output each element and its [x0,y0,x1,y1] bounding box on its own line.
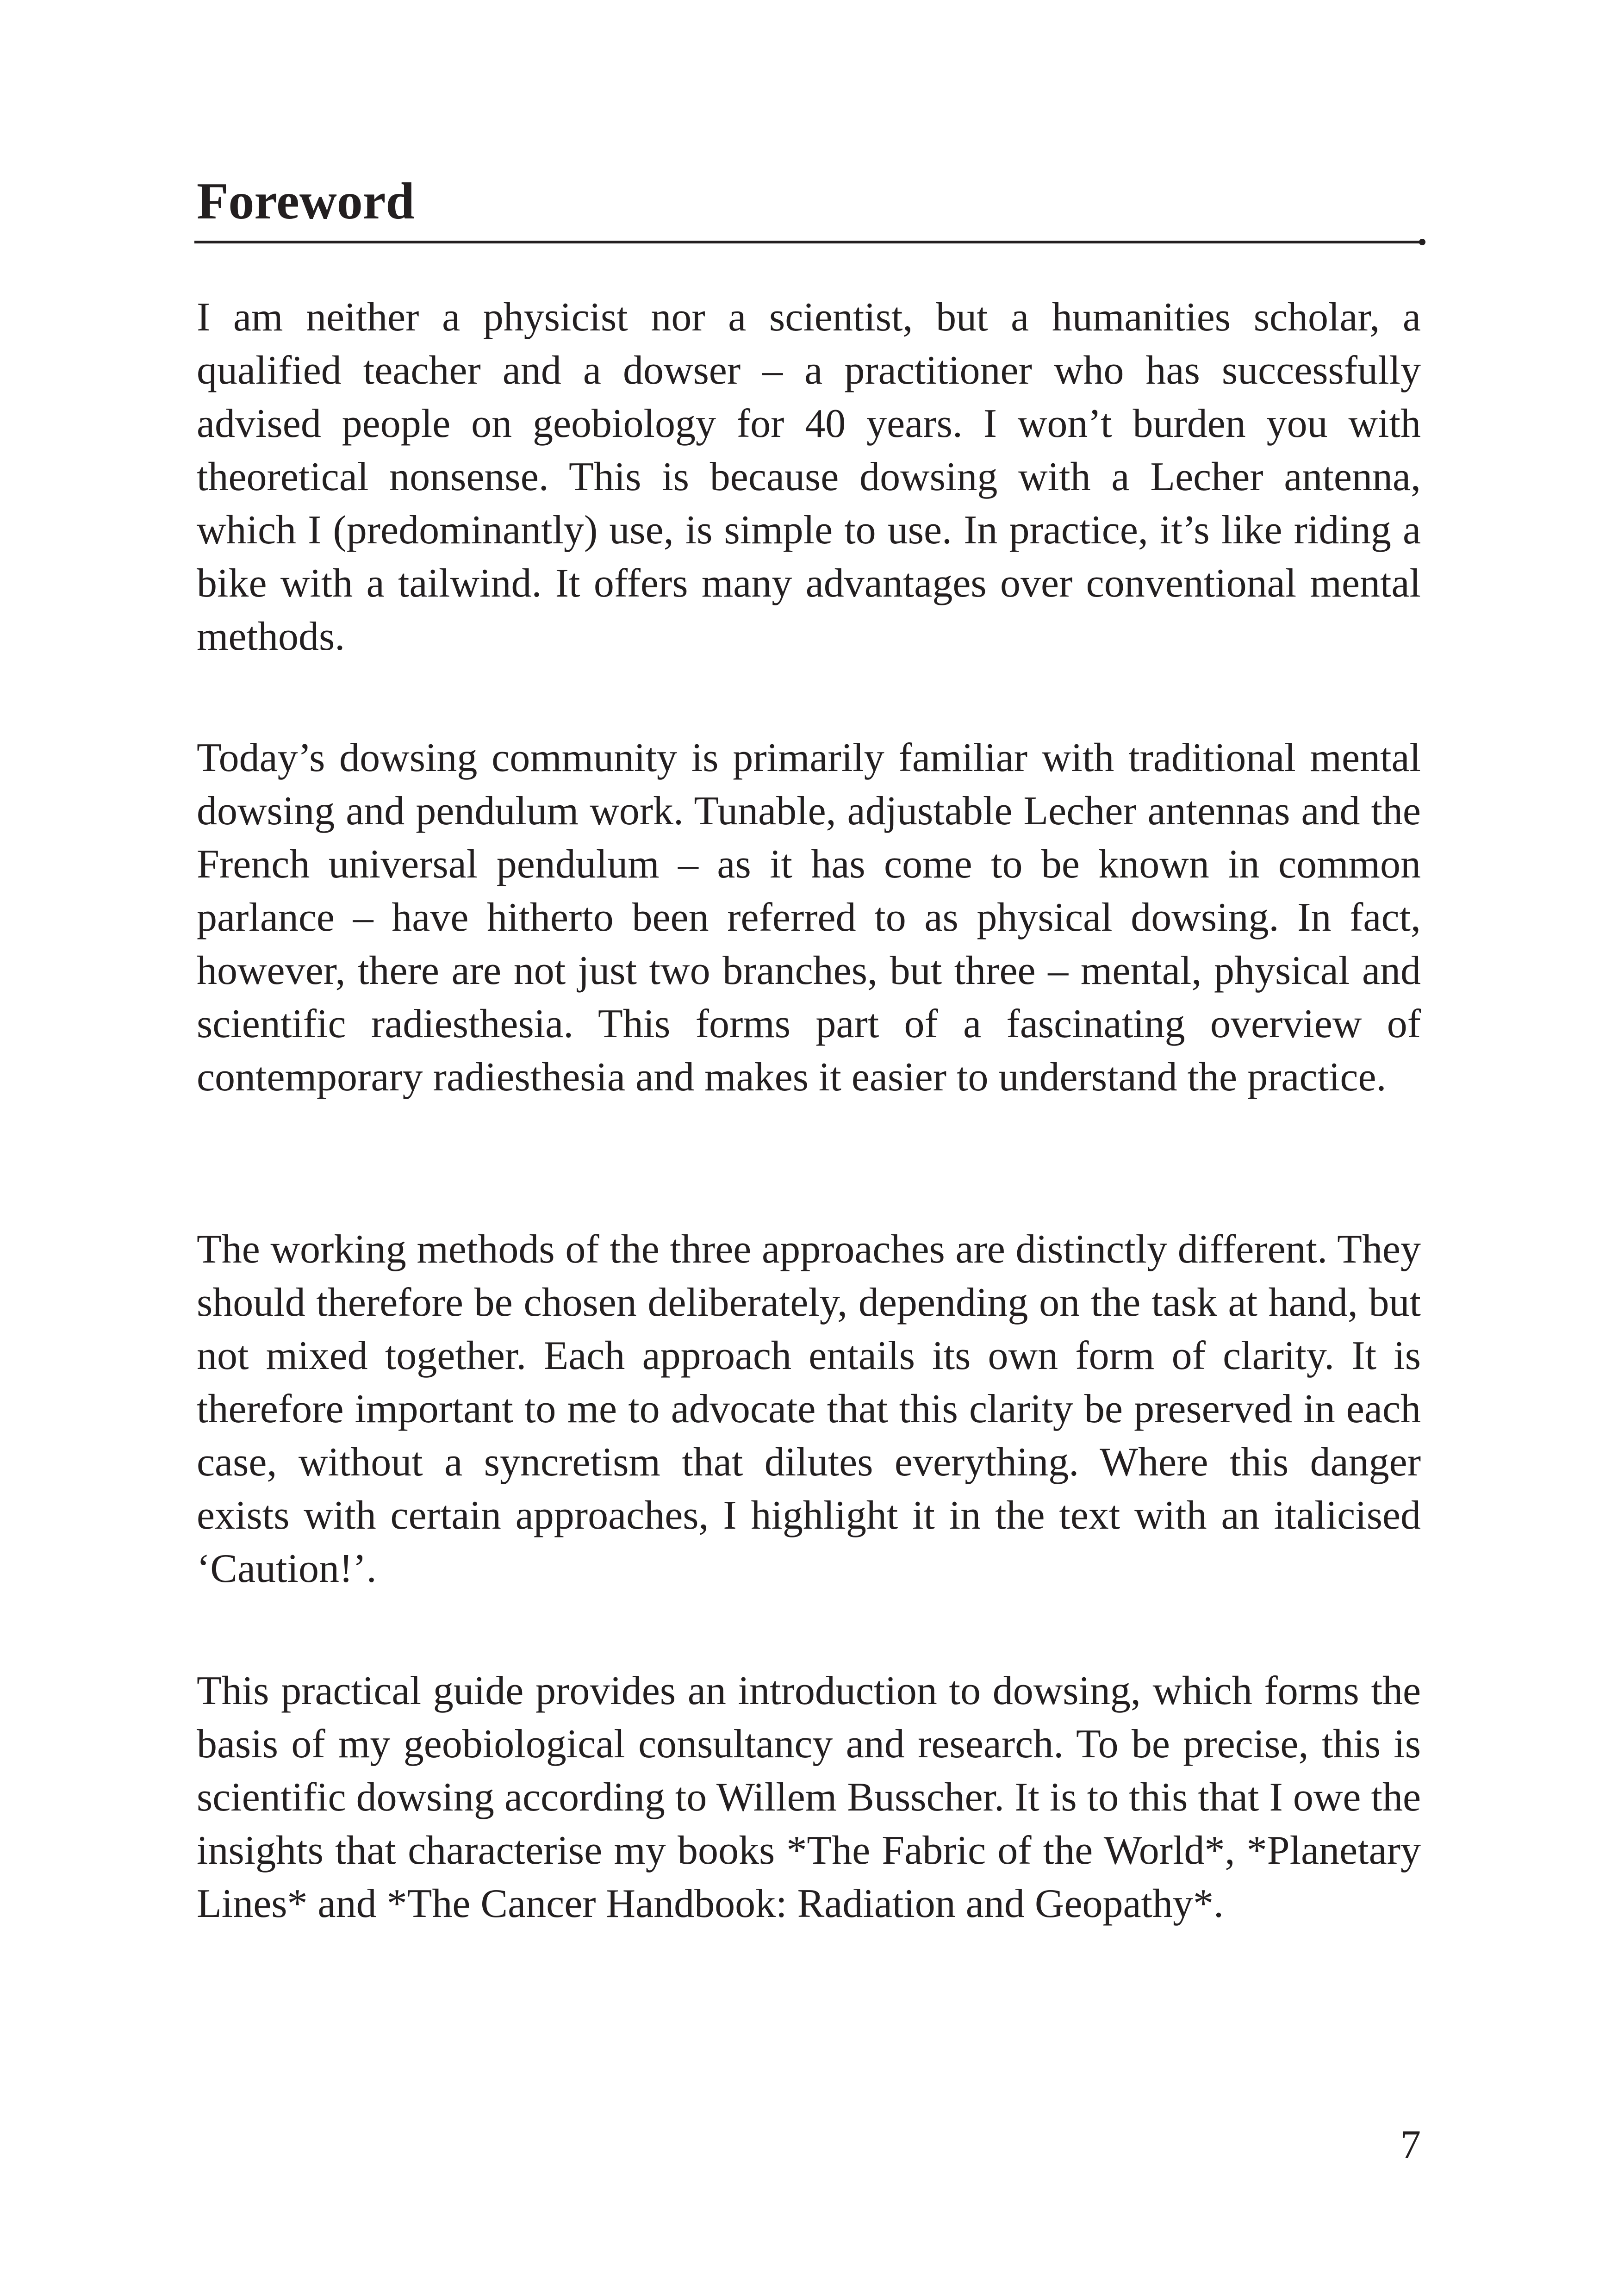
paragraph-4: This practical guide provides an introduction to dowsing, which forms the basis of my geobiological consultancy and research. To be precise, this is scientific dowsing according to Willem Busscher. It is to this that I owe the insights that characterise my books *The Fabric of the World*, *Planetary Lines* and *The Cancer Handbook: Radiation and Geopathy*. [197,1668,1421,1926]
paragraph-3: The working methods of the three approaches are distinctly different. They should therefore be chosen deliberately, depending on the task at hand, but not mixed together. Each approach entails its own form of clarity. It is therefore important to me to advocate that this clarity be preserved in each case, without a syncretism that dilutes everything. Where this danger exists with certain approaches, I highlight it in the text with an italicised ‘Caution!’. [197,1227,1421,1591]
paragraph-1: I am neither a physicist nor a scientist, but a humanities scholar, a qualified teacher and a dowser – a practitioner who has successfully advised people on geobiology for 40 years. I won’t burden you with theoretical nonsense. This is because dowsing with a Lecher antenna, which I (predominantly) use, is simple to use. In practice, it’s like riding a bike with a tailwind. It offers many advantages over conventional mental methods. [197,295,1421,659]
heading-rule [194,241,1421,243]
heading-rule-end-dot [1419,239,1425,245]
page-title: Foreword [197,173,415,230]
paragraph-2: Today’s dowsing community is primarily familiar with traditional mental dowsing and pendulum work. Tunable, adjustable Lecher antennas and the French universal pendulum – as it has come to be known in common parlance – have hitherto been referred to as physical dowsing. In fact, however, there are not just two branches, but three – mental, physical and scientific radiesthesia. This forms part of a fascinating overview of contemporary radiesthesia and makes it easier to understand the practice. [197,735,1421,1100]
page-number: 7 [1400,2122,1421,2167]
